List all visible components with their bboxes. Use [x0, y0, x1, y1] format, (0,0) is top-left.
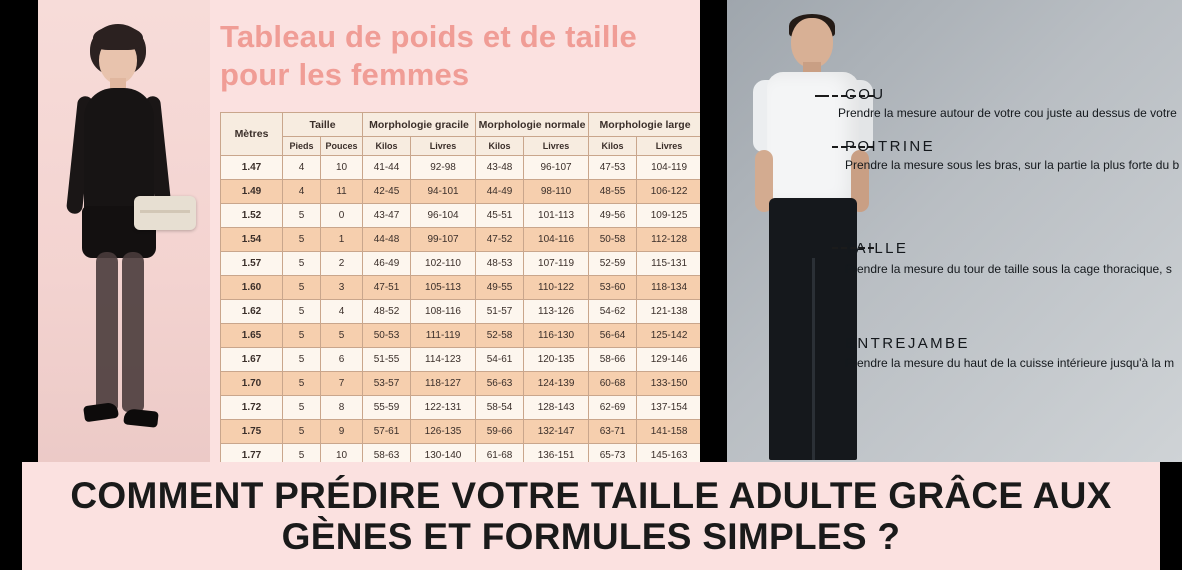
cell-value: 104-116 [524, 228, 589, 252]
headline-banner [22, 462, 1160, 570]
cell-value: 101-113 [524, 204, 589, 228]
cell-value: 60-68 [589, 372, 637, 396]
cell-value: 43-48 [476, 156, 524, 180]
cell-value: 54-61 [476, 348, 524, 372]
man-head [791, 18, 833, 68]
cell-value: 65-73 [589, 444, 637, 463]
cell-value: 54-62 [589, 300, 637, 324]
table-group-header-row [221, 113, 701, 137]
cell-value: 5 [283, 444, 321, 463]
cell-metres: 1.72 [221, 396, 283, 420]
cell-value: 137-154 [637, 396, 700, 420]
col-header-taille: Taille [283, 113, 363, 137]
cell-value: 122-131 [411, 396, 476, 420]
table-row [221, 228, 701, 252]
cell-metres: 1.60 [221, 276, 283, 300]
cell-value: 51-57 [476, 300, 524, 324]
cell-value: 118-134 [637, 276, 700, 300]
cell-metres: 1.75 [221, 420, 283, 444]
table-row [221, 180, 701, 204]
cell-value: 5 [283, 372, 321, 396]
sub-header-gracile-livres: Livres [411, 137, 476, 156]
callout-entrejambe-label: ENTREJAMBE [845, 335, 970, 352]
size-table [220, 112, 700, 462]
table-row [221, 372, 701, 396]
sub-header-pieds: Pieds [283, 137, 321, 156]
cell-value: 48-55 [589, 180, 637, 204]
cell-value: 129-146 [637, 348, 700, 372]
cell-value: 125-142 [637, 324, 700, 348]
callout-cou-label: COU [845, 86, 886, 103]
cell-value: 58-66 [589, 348, 637, 372]
cell-value: 124-139 [524, 372, 589, 396]
callout-poitrine-description: Prendre la mesure sous les bras, sur la partie la plus forte du b [845, 158, 1180, 172]
cell-metres: 1.70 [221, 372, 283, 396]
cell-value: 53-57 [363, 372, 411, 396]
cell-value: 62-69 [589, 396, 637, 420]
cell-value: 58-63 [363, 444, 411, 463]
cell-value: 105-113 [411, 276, 476, 300]
sub-header-large-kilos: Kilos [589, 137, 637, 156]
cell-value: 120-135 [524, 348, 589, 372]
cell-value: 96-104 [411, 204, 476, 228]
table-row [221, 444, 701, 463]
cell-value: 5 [283, 324, 321, 348]
cell-value: 1 [321, 228, 363, 252]
cell-value: 41-44 [363, 156, 411, 180]
cell-metres: 1.65 [221, 324, 283, 348]
cell-value: 63-71 [589, 420, 637, 444]
cell-value: 115-131 [637, 252, 700, 276]
cell-value: 121-138 [637, 300, 700, 324]
cell-value: 49-55 [476, 276, 524, 300]
cell-value: 2 [321, 252, 363, 276]
cell-value: 108-116 [411, 300, 476, 324]
sub-header-normale-kilos: Kilos [476, 137, 524, 156]
cell-value: 130-140 [411, 444, 476, 463]
cell-value: 5 [283, 300, 321, 324]
cell-value: 53-60 [589, 276, 637, 300]
callout-poitrine-label: POITRINE [845, 138, 936, 155]
table-sub-header-row [221, 137, 701, 156]
table-row [221, 204, 701, 228]
cell-value: 5 [283, 348, 321, 372]
model-left-shoe [83, 402, 119, 423]
cell-value: 109-125 [637, 204, 700, 228]
cell-value: 96-107 [524, 156, 589, 180]
size-table-body [221, 156, 701, 463]
model-handbag [134, 196, 196, 230]
cell-value: 99-107 [411, 228, 476, 252]
cell-value: 111-119 [411, 324, 476, 348]
man-trousers [769, 198, 857, 460]
col-header-morphologie-large: Morphologie large [589, 113, 700, 137]
col-header-morphologie-normale: Morphologie normale [476, 113, 589, 137]
cell-value: 104-119 [637, 156, 700, 180]
cell-value: 94-101 [411, 180, 476, 204]
cell-value: 5 [283, 276, 321, 300]
cell-value: 50-58 [589, 228, 637, 252]
cell-value: 47-52 [476, 228, 524, 252]
callout-cou-description: Prendre la mesure autour de votre cou juste au dessus de votre [838, 106, 1177, 120]
cell-value: 49-56 [589, 204, 637, 228]
cell-value: 56-64 [589, 324, 637, 348]
cell-value: 0 [321, 204, 363, 228]
table-row [221, 252, 701, 276]
callout-taille-description: Prendre la mesure du tour de taille sous la cage thoracique, s [845, 262, 1172, 276]
cell-value: 57-61 [363, 420, 411, 444]
cell-value: 52-58 [476, 324, 524, 348]
cell-metres: 1.49 [221, 180, 283, 204]
cell-value: 10 [321, 156, 363, 180]
table-row [221, 156, 701, 180]
model-left-leg [96, 252, 118, 412]
cell-value: 4 [283, 180, 321, 204]
cell-value: 112-128 [637, 228, 700, 252]
cell-value: 5 [283, 420, 321, 444]
cell-value: 3 [321, 276, 363, 300]
cell-value: 47-53 [589, 156, 637, 180]
callout-cou-tick [815, 95, 829, 97]
cell-value: 43-47 [363, 204, 411, 228]
cell-value: 59-66 [476, 420, 524, 444]
cell-value: 61-68 [476, 444, 524, 463]
size-table-head [221, 113, 701, 156]
cell-value: 133-150 [637, 372, 700, 396]
table-row [221, 300, 701, 324]
cell-value: 8 [321, 396, 363, 420]
cell-value: 5 [283, 228, 321, 252]
model-right-leg [122, 252, 144, 412]
sub-header-normale-livres: Livres [524, 137, 589, 156]
cell-metres: 1.67 [221, 348, 283, 372]
woman-model-photo [38, 0, 210, 462]
measurement-guide-panel [727, 0, 1182, 462]
cell-value: 58-54 [476, 396, 524, 420]
cell-value: 9 [321, 420, 363, 444]
size-table-wrapper [220, 112, 691, 462]
cell-value: 102-110 [411, 252, 476, 276]
cell-value: 47-51 [363, 276, 411, 300]
table-row [221, 420, 701, 444]
cell-value: 46-49 [363, 252, 411, 276]
cell-value: 5 [283, 396, 321, 420]
cell-metres: 1.54 [221, 228, 283, 252]
cell-value: 118-127 [411, 372, 476, 396]
sub-header-pouces: Pouces [321, 137, 363, 156]
col-header-morphologie-gracile: Morphologie gracile [363, 113, 476, 137]
chart-title: Tableau de poids et de taille pour les femmes [220, 19, 637, 93]
cell-value: 5 [283, 204, 321, 228]
cell-metres: 1.57 [221, 252, 283, 276]
table-row [221, 324, 701, 348]
cell-value: 145-163 [637, 444, 700, 463]
page-title: COMMENT PRÉDIRE VOTRE TAILLE ADULTE GRÂCE AUX GÈNES ET FORMULES SIMPLES ? [70, 474, 1112, 557]
cell-metres: 1.52 [221, 204, 283, 228]
cell-value: 44-49 [476, 180, 524, 204]
cell-value: 107-119 [524, 252, 589, 276]
cell-value: 113-126 [524, 300, 589, 324]
cell-metres: 1.47 [221, 156, 283, 180]
model-right-shoe [123, 408, 158, 427]
cell-value: 4 [321, 300, 363, 324]
cell-value: 5 [321, 324, 363, 348]
cell-value: 7 [321, 372, 363, 396]
cell-value: 48-52 [363, 300, 411, 324]
cell-value: 45-51 [476, 204, 524, 228]
cell-value: 114-123 [411, 348, 476, 372]
cell-value: 4 [283, 156, 321, 180]
man-model-photo [745, 10, 895, 462]
table-row [221, 348, 701, 372]
cell-value: 44-48 [363, 228, 411, 252]
cell-value: 56-63 [476, 372, 524, 396]
cell-value: 6 [321, 348, 363, 372]
cell-metres: 1.62 [221, 300, 283, 324]
cell-value: 51-55 [363, 348, 411, 372]
weight-height-chart-panel [38, 0, 700, 462]
sub-header-large-livres: Livres [637, 137, 700, 156]
callout-taille-label: TAILLE [845, 240, 909, 257]
cell-value: 52-59 [589, 252, 637, 276]
cell-value: 136-151 [524, 444, 589, 463]
cell-value: 92-98 [411, 156, 476, 180]
cell-value: 126-135 [411, 420, 476, 444]
cell-value: 110-122 [524, 276, 589, 300]
cell-value: 141-158 [637, 420, 700, 444]
table-row [221, 396, 701, 420]
cell-value: 132-147 [524, 420, 589, 444]
cell-value: 11 [321, 180, 363, 204]
cell-value: 55-59 [363, 396, 411, 420]
col-header-metres: Mètres [221, 113, 283, 156]
cell-value: 106-122 [637, 180, 700, 204]
cell-value: 10 [321, 444, 363, 463]
cell-value: 50-53 [363, 324, 411, 348]
table-row [221, 276, 701, 300]
model-fringe [93, 26, 143, 50]
cell-metres: 1.77 [221, 444, 283, 463]
cell-value: 48-53 [476, 252, 524, 276]
cell-value: 128-143 [524, 396, 589, 420]
cell-value: 98-110 [524, 180, 589, 204]
sub-header-gracile-kilos: Kilos [363, 137, 411, 156]
cell-value: 5 [283, 252, 321, 276]
cell-value: 116-130 [524, 324, 589, 348]
cell-value: 42-45 [363, 180, 411, 204]
callout-entrejambe-description: Prendre la mesure du haut de la cuisse intérieure jusqu'à la m [845, 356, 1175, 370]
